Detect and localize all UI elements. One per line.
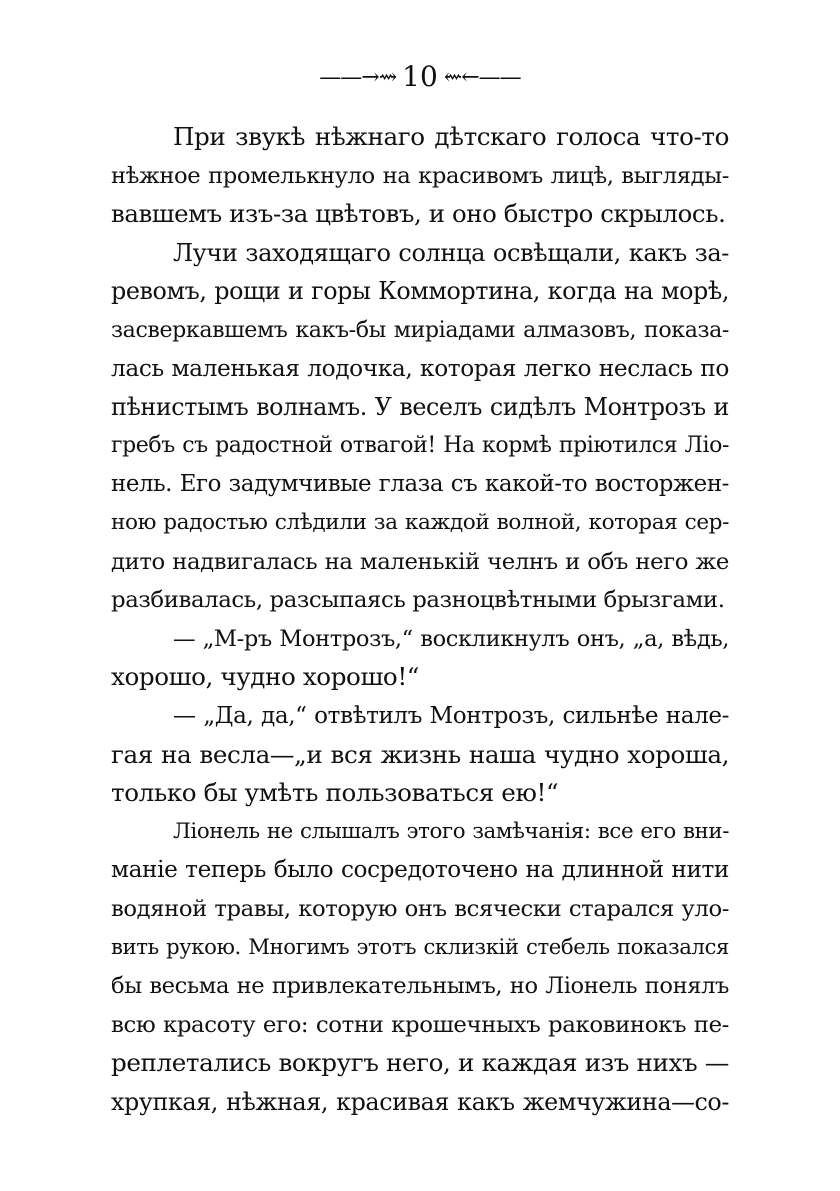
text-line: нѣжное промелькнуло на красивомъ лицѣ, выгляды- bbox=[111, 162, 729, 189]
text-line: Ліонель не слышалъ этого замѣчанія: все его вни- bbox=[173, 818, 729, 844]
text-line: При звукѣ нѣжнаго дѣтскаго голоса что-то bbox=[173, 122, 729, 151]
page-header bbox=[0, 60, 840, 95]
text-line: бы весьма не привлекательнымъ, но Ліонель понялъ bbox=[111, 973, 729, 1000]
text-line: хорошо, чудно хорошо!“ bbox=[111, 662, 419, 692]
text-line: пѣнистымъ волнамъ. У веселъ сидѣлъ Монтрозъ и bbox=[111, 393, 729, 422]
text-line: — „М-ръ Монтрозъ,“ воскликнулъ онъ, „а, вѣдь, bbox=[173, 625, 729, 652]
page-number: 10 bbox=[402, 60, 438, 93]
text-line: засверкавшемъ какъ-бы миріадами алмазовъ, показа- bbox=[111, 316, 729, 343]
text-line: лась маленькая лодочка, которая легко неслась по bbox=[111, 354, 729, 382]
text-line: разбивалась, разсыпаясь разноцвѣтными брызгами. bbox=[111, 587, 725, 614]
text-line: только бы умѣть пользоваться ею!“ bbox=[111, 778, 559, 808]
text-line: ревомъ, рощи и горы Коммортина, когда на морѣ, bbox=[111, 277, 729, 306]
text-line: реплетались вокругъ него, и каждая изъ нихъ — bbox=[111, 1048, 729, 1078]
text-line: дито надвигалась на маленькій челнъ и объ него же bbox=[111, 548, 729, 575]
text-line: — „Да, да,“ отвѣтилъ Монтрозъ, сильнѣе нале- bbox=[173, 702, 729, 729]
right-ornament: ⇜←—— bbox=[443, 65, 521, 90]
text-line: водяной травы, которую онъ всячески старался уло- bbox=[111, 895, 729, 922]
text-line: гая на весла—„и вся жизнь наша чудно хороша, bbox=[111, 739, 729, 769]
text-line: нель. Его задумчивые глаза съ какой-то восторжен- bbox=[111, 471, 729, 498]
text-line: хрупкая, нѣжная, красивая какъ жемчужина—со- bbox=[111, 1087, 729, 1116]
left-ornament: ——→⇝ bbox=[319, 65, 397, 90]
text-line: вить рукою. Многимъ этотъ склизкій стебель показался bbox=[111, 934, 729, 960]
text-line: маніе теперь было сосредоточено на длинной нити bbox=[111, 856, 729, 884]
text-line: ною радостью слѣдили за каждой волной, которая сер- bbox=[111, 509, 729, 535]
text-line: всю красоту его: сотни крошечныхъ раковинокъ пе- bbox=[111, 1011, 729, 1038]
text-line: Лучи заходящаго солнца освѣщали, какъ за- bbox=[173, 238, 729, 267]
text-line: вавшемъ изъ-за цвѣтовъ, и оно быстро скрылось. bbox=[111, 199, 726, 229]
text-line: гребъ съ радостной отвагой! На кормѣ пріютился Ліо- bbox=[111, 432, 729, 458]
body-text bbox=[111, 118, 729, 1121]
